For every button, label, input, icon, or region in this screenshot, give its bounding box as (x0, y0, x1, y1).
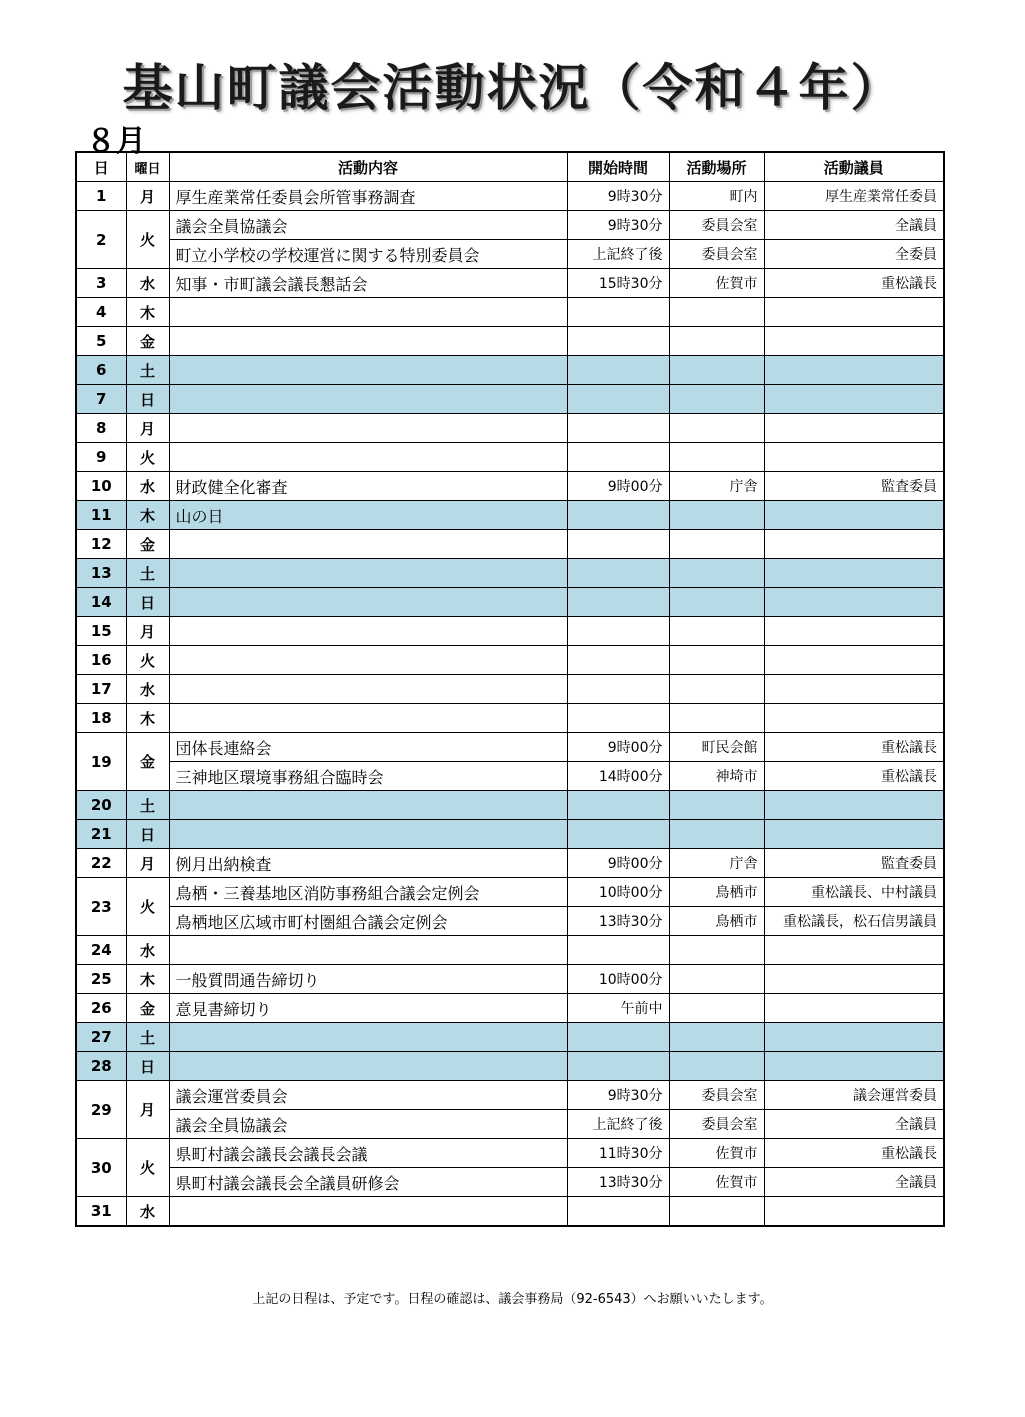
activity-members (764, 356, 944, 385)
activity-members (764, 994, 944, 1023)
activity-members (764, 820, 944, 849)
activity-content (169, 704, 567, 733)
activity-members (764, 501, 944, 530)
header-place: 活動場所 (669, 152, 764, 182)
start-time: 13時30分 (567, 907, 669, 936)
table-row (76, 907, 944, 936)
start-time (567, 1052, 669, 1081)
activity-content (169, 356, 567, 385)
start-time: 上記終了後 (567, 240, 669, 269)
activity-place (669, 965, 764, 994)
activity-place: 佐賀市 (669, 1168, 764, 1197)
day-of-week: 月 (126, 849, 169, 878)
activity-content: 三神地区環境事務組合臨時会 (169, 762, 567, 791)
start-time (567, 385, 669, 414)
activity-place: 委員会室 (669, 240, 764, 269)
activity-members: 厚生産業常任委員 (764, 182, 944, 211)
table-row (76, 878, 944, 907)
activity-members: 重松議長、中村議員 (764, 878, 944, 907)
day-of-week: 金 (126, 327, 169, 356)
start-time (567, 559, 669, 588)
start-time (567, 704, 669, 733)
activity-content: 厚生産業常任委員会所管事務調査 (169, 182, 567, 211)
day-number: 7 (76, 385, 126, 414)
table-row (76, 849, 944, 878)
activity-members: 全議員 (764, 1168, 944, 1197)
day-number: 9 (76, 443, 126, 472)
activity-content (169, 298, 567, 327)
activity-place (669, 501, 764, 530)
activity-place (669, 704, 764, 733)
day-number: 3 (76, 269, 126, 298)
activity-members (764, 443, 944, 472)
start-time (567, 443, 669, 472)
start-time: 13時30分 (567, 1168, 669, 1197)
activity-content (169, 617, 567, 646)
start-time (567, 675, 669, 704)
activity-members (764, 965, 944, 994)
table-row (76, 298, 944, 327)
footnote: 上記の日程は、予定です。日程の確認は、議会事務局（92-6543）へお願いいたします。 (252, 1292, 773, 1307)
activity-place: 委員会室 (669, 211, 764, 240)
activity-members (764, 1023, 944, 1052)
activity-members: 監査委員 (764, 849, 944, 878)
day-number: 18 (76, 704, 126, 733)
day-of-week: 土 (126, 559, 169, 588)
day-number: 31 (76, 1197, 126, 1227)
activity-place: 町内 (669, 182, 764, 211)
activity-members (764, 327, 944, 356)
day-number: 5 (76, 327, 126, 356)
start-time (567, 820, 669, 849)
day-number: 29 (76, 1081, 126, 1139)
activity-members (764, 675, 944, 704)
start-time: 14時00分 (567, 762, 669, 791)
start-time (567, 501, 669, 530)
start-time (567, 530, 669, 559)
day-number: 2 (76, 211, 126, 269)
activity-content (169, 791, 567, 820)
activity-members: 重松議長，松石信男議員 (764, 907, 944, 936)
day-number: 8 (76, 414, 126, 443)
activity-place (669, 617, 764, 646)
activity-members (764, 704, 944, 733)
header-day: 日 (76, 152, 126, 182)
day-of-week: 月 (126, 414, 169, 443)
activity-content (169, 1023, 567, 1052)
table-row (76, 327, 944, 356)
table-row (76, 530, 944, 559)
activity-place: 委員会室 (669, 1110, 764, 1139)
start-time: 9時00分 (567, 733, 669, 762)
start-time (567, 1197, 669, 1227)
page-title: 基山町議会活動状況（令和４年） (122, 59, 903, 117)
activity-content (169, 646, 567, 675)
table-row (76, 559, 944, 588)
activity-place: 庁舎 (669, 472, 764, 501)
start-time: 9時00分 (567, 849, 669, 878)
start-time (567, 588, 669, 617)
start-time (567, 1023, 669, 1052)
day-of-week: 水 (126, 936, 169, 965)
table-row (76, 211, 944, 240)
start-time (567, 646, 669, 675)
schedule-table (75, 151, 945, 1227)
activity-content: 県町村議会議長会全議員研修会 (169, 1168, 567, 1197)
day-of-week: 金 (126, 530, 169, 559)
day-of-week: 水 (126, 675, 169, 704)
start-time: 9時00分 (567, 472, 669, 501)
start-time: 11時30分 (567, 1139, 669, 1168)
day-of-week: 金 (126, 994, 169, 1023)
activity-members (764, 559, 944, 588)
day-of-week: 日 (126, 1052, 169, 1081)
day-of-week: 木 (126, 704, 169, 733)
activity-place (669, 298, 764, 327)
start-time (567, 327, 669, 356)
day-of-week: 日 (126, 385, 169, 414)
start-time: 9時30分 (567, 211, 669, 240)
header-content: 活動内容 (169, 152, 567, 182)
table-row (76, 646, 944, 675)
activity-content (169, 936, 567, 965)
day-number: 27 (76, 1023, 126, 1052)
activity-place: 神埼市 (669, 762, 764, 791)
day-number: 6 (76, 356, 126, 385)
table-row (76, 617, 944, 646)
day-number: 10 (76, 472, 126, 501)
activity-content (169, 327, 567, 356)
day-number: 14 (76, 588, 126, 617)
day-of-week: 木 (126, 298, 169, 327)
activity-place (669, 1052, 764, 1081)
day-of-week: 月 (126, 1081, 169, 1139)
day-number: 25 (76, 965, 126, 994)
table-row (76, 704, 944, 733)
activity-content (169, 820, 567, 849)
activity-content: 財政健全化審査 (169, 472, 567, 501)
day-of-week: 火 (126, 878, 169, 936)
activity-members (764, 1197, 944, 1227)
day-of-week: 木 (126, 501, 169, 530)
day-of-week: 火 (126, 1139, 169, 1197)
activity-place (669, 559, 764, 588)
activity-place (669, 936, 764, 965)
table-row (76, 414, 944, 443)
activity-content (169, 1052, 567, 1081)
start-time: 9時30分 (567, 182, 669, 211)
day-of-week: 日 (126, 588, 169, 617)
day-of-week: 火 (126, 211, 169, 269)
table-header-row (76, 152, 944, 182)
activity-content (169, 530, 567, 559)
start-time (567, 414, 669, 443)
table-row (76, 1139, 944, 1168)
activity-place (669, 443, 764, 472)
activity-content (169, 443, 567, 472)
activity-place: 佐賀市 (669, 1139, 764, 1168)
activity-content (169, 1197, 567, 1227)
activity-content: 議会全員協議会 (169, 1110, 567, 1139)
activity-content (169, 588, 567, 617)
header-dow: 曜日 (126, 152, 169, 182)
day-number: 23 (76, 878, 126, 936)
activity-content: 町立小学校の学校運営に関する特別委員会 (169, 240, 567, 269)
start-time: 10時00分 (567, 965, 669, 994)
activity-content: 山の日 (169, 501, 567, 530)
activity-place (669, 385, 764, 414)
activity-members: 重松議長 (764, 1139, 944, 1168)
activity-place (669, 356, 764, 385)
day-number: 24 (76, 936, 126, 965)
activity-members: 全委員 (764, 240, 944, 269)
day-number: 12 (76, 530, 126, 559)
activity-content: 県町村議会議長会議長会議 (169, 1139, 567, 1168)
day-of-week: 火 (126, 646, 169, 675)
table-row (76, 791, 944, 820)
table-row (76, 472, 944, 501)
table-row (76, 182, 944, 211)
activity-members (764, 298, 944, 327)
activity-place (669, 791, 764, 820)
activity-content: 団体長連絡会 (169, 733, 567, 762)
start-time (567, 617, 669, 646)
table-row (76, 965, 944, 994)
day-of-week: 月 (126, 182, 169, 211)
header-members: 活動議員 (764, 152, 944, 182)
table-row (76, 240, 944, 269)
day-number: 17 (76, 675, 126, 704)
activity-members: 重松議長 (764, 762, 944, 791)
start-time: 9時30分 (567, 1081, 669, 1110)
table-row (76, 588, 944, 617)
activity-members: 議会運営委員 (764, 1081, 944, 1110)
day-number: 15 (76, 617, 126, 646)
activity-place: 町民会館 (669, 733, 764, 762)
day-of-week: 水 (126, 472, 169, 501)
day-number: 21 (76, 820, 126, 849)
activity-place: 委員会室 (669, 1081, 764, 1110)
day-of-week: 土 (126, 791, 169, 820)
table-row (76, 1110, 944, 1139)
start-time (567, 791, 669, 820)
table-row (76, 762, 944, 791)
schedule-body (76, 182, 944, 1227)
day-number: 19 (76, 733, 126, 791)
day-number: 26 (76, 994, 126, 1023)
activity-content: 議会運営委員会 (169, 1081, 567, 1110)
activity-content: 一般質問通告締切り (169, 965, 567, 994)
activity-place: 佐賀市 (669, 269, 764, 298)
day-number: 28 (76, 1052, 126, 1081)
activity-place (669, 414, 764, 443)
activity-place: 鳥栖市 (669, 907, 764, 936)
activity-content: 鳥栖・三養基地区消防事務組合議会定例会 (169, 878, 567, 907)
activity-members (764, 936, 944, 965)
start-time: 10時00分 (567, 878, 669, 907)
table-row (76, 936, 944, 965)
activity-place (669, 1197, 764, 1227)
activity-content (169, 414, 567, 443)
day-of-week: 木 (126, 965, 169, 994)
start-time: 上記終了後 (567, 1110, 669, 1139)
activity-members (764, 646, 944, 675)
activity-place: 庁舎 (669, 849, 764, 878)
activity-members: 全議員 (764, 211, 944, 240)
activity-members (764, 530, 944, 559)
day-of-week: 月 (126, 617, 169, 646)
start-time (567, 936, 669, 965)
day-of-week: 火 (126, 443, 169, 472)
day-number: 13 (76, 559, 126, 588)
activity-place (669, 820, 764, 849)
activity-members: 重松議長 (764, 733, 944, 762)
day-number: 4 (76, 298, 126, 327)
activity-place (669, 646, 764, 675)
activity-members: 全議員 (764, 1110, 944, 1139)
table-row (76, 1052, 944, 1081)
day-of-week: 土 (126, 356, 169, 385)
activity-members (764, 385, 944, 414)
table-row (76, 733, 944, 762)
day-number: 20 (76, 791, 126, 820)
table-row (76, 1023, 944, 1052)
activity-place (669, 994, 764, 1023)
activity-members (764, 414, 944, 443)
activity-place (669, 675, 764, 704)
activity-place (669, 327, 764, 356)
activity-place (669, 530, 764, 559)
day-number: 11 (76, 501, 126, 530)
table-row (76, 269, 944, 298)
table-row (76, 675, 944, 704)
day-of-week: 日 (126, 820, 169, 849)
day-number: 22 (76, 849, 126, 878)
activity-content: 鳥栖地区広域市町村圏組合議会定例会 (169, 907, 567, 936)
activity-content (169, 559, 567, 588)
table-row (76, 820, 944, 849)
day-number: 1 (76, 182, 126, 211)
day-of-week: 水 (126, 269, 169, 298)
day-of-week: 水 (126, 1197, 169, 1227)
activity-content (169, 385, 567, 414)
day-of-week: 金 (126, 733, 169, 791)
activity-members (764, 617, 944, 646)
table-row (76, 356, 944, 385)
activity-place (669, 1023, 764, 1052)
activity-members: 監査委員 (764, 472, 944, 501)
start-time: 15時30分 (567, 269, 669, 298)
table-row (76, 1197, 944, 1227)
start-time (567, 298, 669, 327)
activity-content: 知事・市町議会議長懇話会 (169, 269, 567, 298)
activity-content: 議会全員協議会 (169, 211, 567, 240)
activity-members (764, 791, 944, 820)
activity-members (764, 1052, 944, 1081)
activity-content: 例月出納検査 (169, 849, 567, 878)
start-time: 午前中 (567, 994, 669, 1023)
table-row (76, 385, 944, 414)
activity-content: 意見書締切り (169, 994, 567, 1023)
table-row (76, 501, 944, 530)
activity-place: 鳥栖市 (669, 878, 764, 907)
table-row (76, 994, 944, 1023)
day-of-week: 土 (126, 1023, 169, 1052)
day-number: 30 (76, 1139, 126, 1197)
day-number: 16 (76, 646, 126, 675)
activity-place (669, 588, 764, 617)
activity-members: 重松議長 (764, 269, 944, 298)
header-time: 開始時間 (567, 152, 669, 182)
table-row (76, 443, 944, 472)
month-label: ８月 (86, 124, 146, 159)
activity-content (169, 675, 567, 704)
activity-members (764, 588, 944, 617)
start-time (567, 356, 669, 385)
table-row (76, 1081, 944, 1110)
table-row (76, 1168, 944, 1197)
